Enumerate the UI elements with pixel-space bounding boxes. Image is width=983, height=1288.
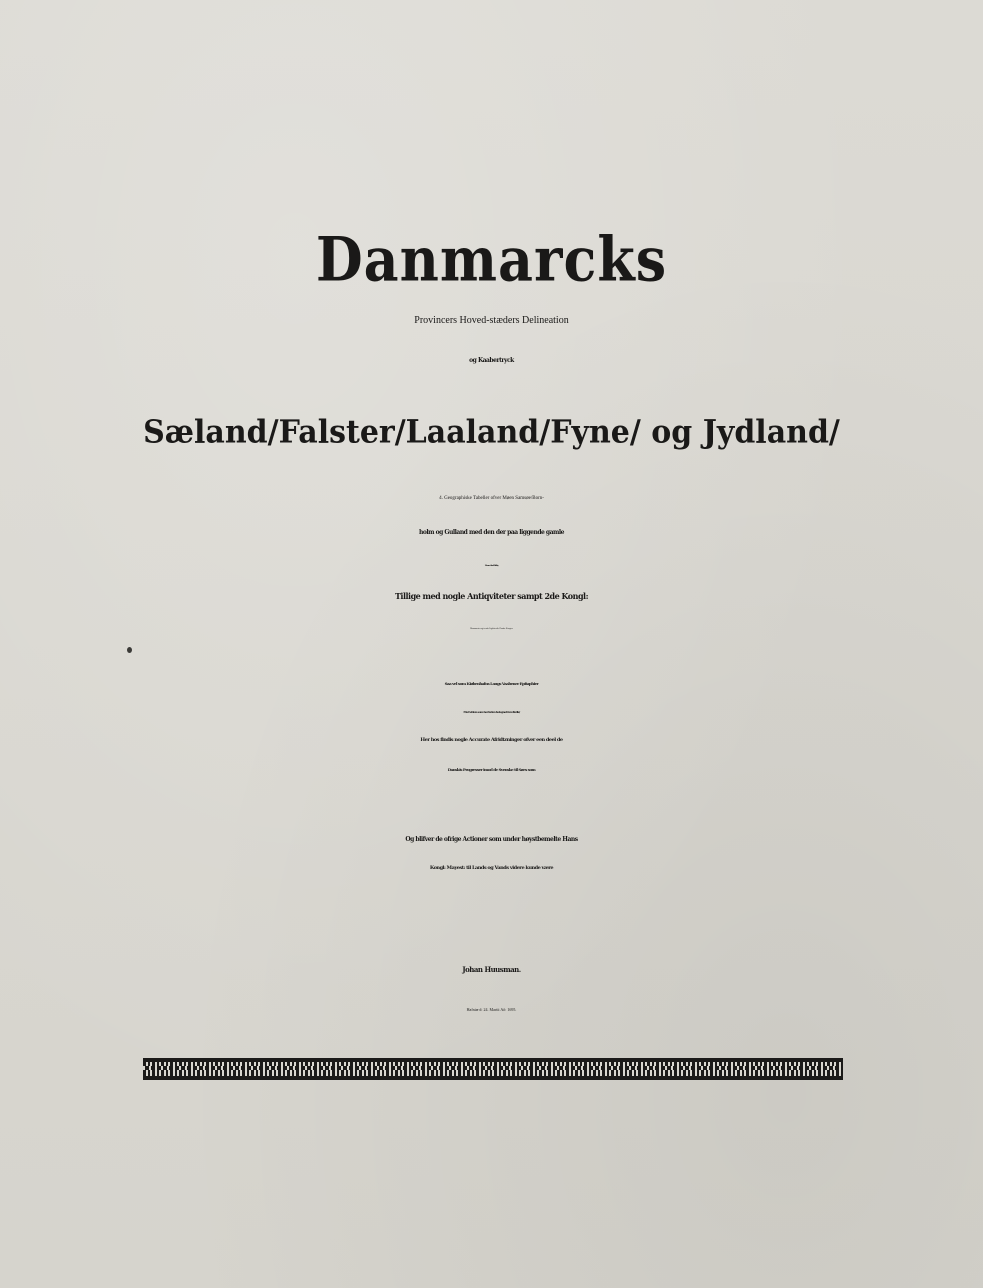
line-holm: holm og Gulland med den der paa liggende gamle	[419, 529, 564, 536]
line-blifver: Og blifver de ofrige Actioner som under høystbemelte Hans	[405, 836, 578, 843]
date-line: Hafniæ d: 24. Martii Aō: 1695.	[466, 1007, 517, 1012]
line-kongl-mayest: Kongl: Mayest: til Lands og Vands videre kunde være	[429, 865, 554, 871]
author-name: Johan Huusman.	[462, 965, 521, 974]
line-kaabertryck: og Kaabertryck	[469, 357, 514, 364]
line-regions: Sæland/Falster/Laaland/Fyne/ og Jydland/	[143, 414, 840, 451]
main-title: Danmarcks	[315, 223, 668, 295]
line-tillige: Tillige med nogle Antiqviteter sampt 2de Kongl:	[394, 591, 589, 601]
line-provincers: Provincers Hoved-stæders Delineation	[414, 315, 569, 326]
ornamental-rule	[143, 1058, 843, 1080]
line-monumenter: Monumenter og tvende Ligkister/de Danske Kongers	[470, 628, 513, 630]
line-med-videre: Med videre som her inden betegnet fore findis/	[463, 710, 520, 714]
line-her-hos: Her hos findis nogle Accurate Afridtzninger ofver een deel de	[420, 737, 563, 743]
ink-speck	[127, 647, 132, 653]
line-saa-vel: Saa vel som Kiøbenhafns Laugs Vaabener Epitaphier	[444, 681, 539, 686]
line-danskis: Danskis Progresser imod de Svenske til Søes som	[447, 767, 536, 772]
line-hensee: Hensee-Stad Wißby.	[484, 565, 499, 567]
line-geographiske: 4. Geographiske Tabeller ofver Møen Samsøe/Born-	[439, 496, 544, 501]
